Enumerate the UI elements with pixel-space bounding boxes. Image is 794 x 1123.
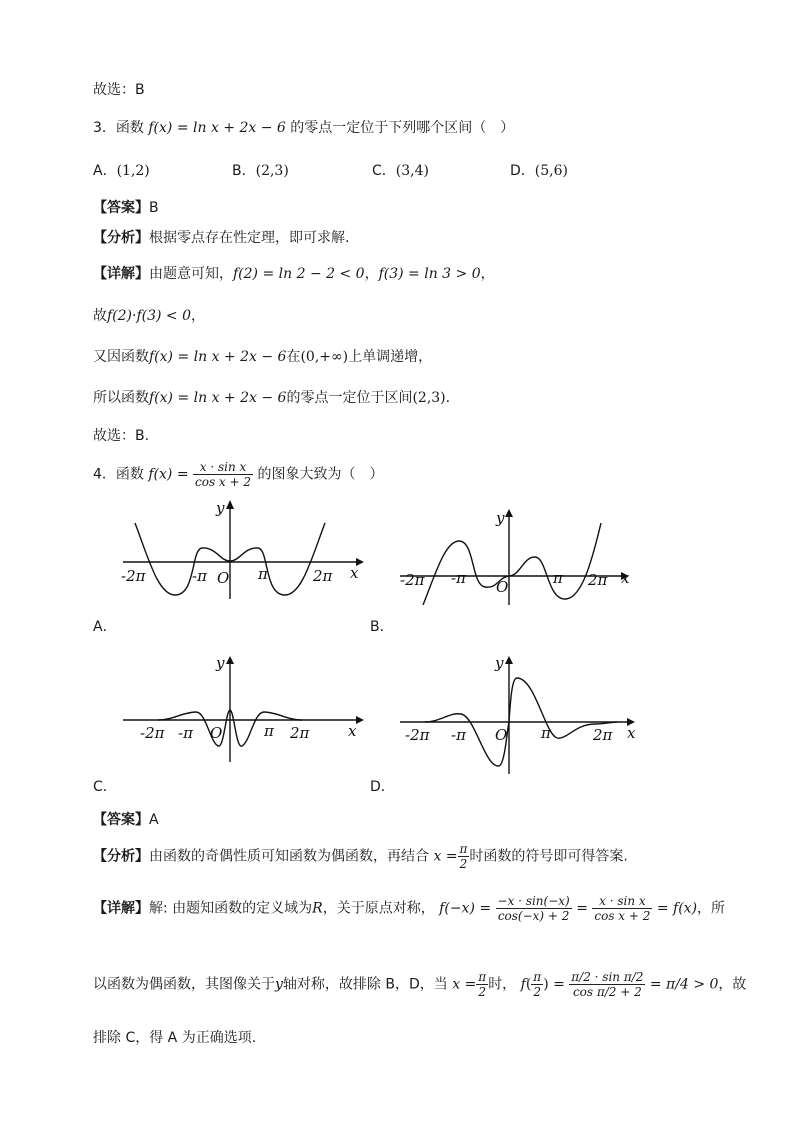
svg-text:O: O	[496, 578, 509, 596]
q4-detail-3: 排除 C，得 A 为正确选项.	[93, 1030, 257, 1046]
q4-detail-1: 【详解】解: 由题知函数的定义域为R，关于原点对称， f(−x) = $\frac{-x \cdot \sin(-x)}{\cos(-x) + 2}$ = $\frac{\text{x · sin x}}{\text{cos x + 2}}$ = f(x)，所	[93, 894, 726, 923]
q3-option-a[interactable]: A．(1,2)	[93, 163, 150, 179]
q3-final: 故选：B.	[93, 428, 150, 444]
graph-b-curve	[423, 523, 601, 605]
svg-text:y: y	[496, 509, 505, 527]
svg-text:-π: -π	[451, 726, 466, 744]
graph-a-pi: π	[258, 565, 268, 583]
q3-detail-4: 所以函数f(x) = ln x + 2x − 6的零点一定位于区间(2,3).	[93, 390, 451, 406]
svg-text:x: x	[621, 569, 630, 587]
svg-text:-π: -π	[178, 724, 193, 742]
graph-d-label: D．	[370, 779, 395, 795]
q3-detail-3: 又因函数f(x) = ln x + 2x − 6在(0,+∞)上单调递增，	[93, 349, 433, 365]
top-answer: 故选：B	[93, 82, 145, 98]
q3-analysis: 【分析】根据零点存在性定理，即可求解.	[93, 230, 350, 246]
q4-stem: 4．函数 f(x) = $\frac{\text{x · sin x}}{\text{cos x + 2}}$ 的图象大致为（ ）	[93, 460, 384, 489]
graph-a-negpi: -π	[192, 567, 207, 585]
svg-text:-2π: -2π	[140, 724, 165, 742]
graph-c[interactable]	[118, 650, 368, 765]
q3-detail-1: 【详解】由题意可知，f(2) = ln 2 − 2 < 0，f(3) = ln 3 > 0，	[93, 266, 495, 282]
graph-a-y: y	[216, 499, 225, 517]
q3-function: f(x) = ln x + 2x − 6	[148, 120, 286, 136]
svg-text:π: π	[553, 569, 563, 587]
q3-detail-2: 故f(2)·f(3) < 0，	[93, 308, 206, 324]
q4-analysis: 【分析】由函数的奇偶性质可知函数为偶函数，再结合 x = $\frac{\pi}{2}$ 时函数的符号即可得答案.	[93, 842, 628, 871]
graph-c-label: C．	[93, 779, 117, 795]
svg-text:-2π: -2π	[400, 571, 425, 589]
q3-option-b[interactable]: B．(2,3)	[232, 163, 289, 179]
svg-text:O: O	[495, 726, 508, 744]
q4-fraction: $\frac{\text{x · sin x}}{\text{cos x + 2}}$	[195, 460, 252, 489]
svg-text:2π: 2π	[290, 724, 310, 742]
q4-answer: 【答案】A	[93, 812, 159, 828]
q3-option-d[interactable]: D．(5,6)	[510, 163, 568, 179]
graph-d[interactable]	[395, 650, 645, 775]
q3-option-c[interactable]: C．(3,4)	[372, 163, 429, 179]
svg-text:y: y	[216, 654, 225, 672]
svg-text:π: π	[541, 724, 551, 742]
svg-text:2π: 2π	[593, 726, 613, 744]
svg-text:π: π	[264, 722, 274, 740]
svg-text:y: y	[495, 654, 504, 672]
q3-stem: 3．函数 f(x) = ln x + 2x − 6 的零点一定位于下列哪个区间（ ）	[93, 120, 515, 136]
graph-a-x: x	[350, 564, 359, 582]
graph-a[interactable]	[118, 495, 368, 605]
svg-text:x: x	[348, 722, 357, 740]
graph-a-neg2pi: -2π	[121, 567, 146, 585]
svg-text:x: x	[627, 724, 636, 742]
graph-a-origin: O	[217, 569, 230, 587]
q3-answer: 【答案】B	[93, 200, 159, 216]
q4-detail-2: 以函数为偶函数，其图像关于y轴对称，故排除 B，D，当 x = $\frac{\pi}{2}$ 时， f( $\frac{\pi}{2}$ ) = $\frac{\text{π/2 · sin π/2}}{\text{cos π/2 + 2}}$ = π/4 > 0，故	[93, 970, 747, 999]
svg-text:-π: -π	[451, 569, 466, 587]
graph-a-2pi: 2π	[313, 567, 333, 585]
svg-text:2π: 2π	[588, 571, 608, 589]
graph-a-label: A．	[93, 619, 117, 635]
svg-text:-2π: -2π	[405, 726, 430, 744]
graph-b[interactable]	[395, 505, 645, 605]
svg-text:O: O	[210, 724, 223, 742]
graph-b-label: B．	[370, 619, 394, 635]
